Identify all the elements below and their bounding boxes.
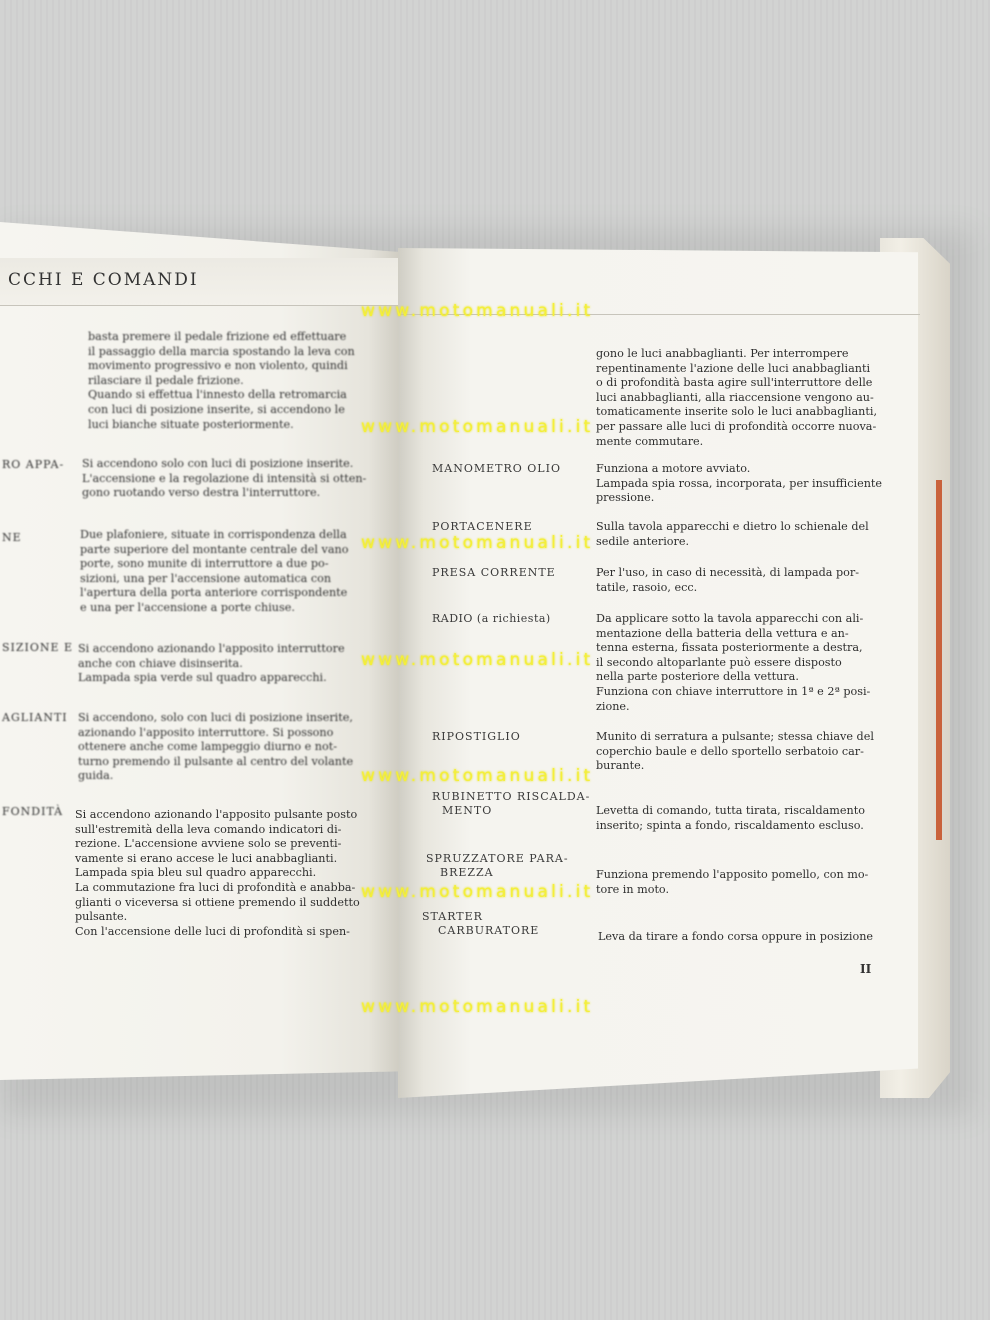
label-line: STARTER bbox=[422, 910, 483, 923]
text-line: glianti o viceversa si ottiene premendo il suddetto bbox=[75, 895, 360, 909]
entry-label-ripostiglio: RIPOSTIGLIO bbox=[432, 730, 521, 743]
text-line: movimento progressivo e non violento, quindi bbox=[88, 359, 348, 373]
text-line: Lampada spia rossa, incorporata, per insufficiente bbox=[596, 476, 883, 490]
text-line: luci bianche situate posteriormente. bbox=[88, 417, 294, 431]
entry-label-presa-corrente: PRESA CORRENTE bbox=[432, 566, 556, 579]
right-intro-paragraph bbox=[596, 347, 886, 449]
text-line: Da applicare sotto la tavola apparecchi con ali- bbox=[596, 612, 864, 625]
text-line: porte, sono munite di interruttore a due po- bbox=[80, 557, 329, 571]
text-line: turno premendo il pulsante al centro del volante bbox=[78, 754, 354, 768]
entry-label-spruzzatore-parabrezza bbox=[426, 852, 569, 880]
text-line: azionando l'apposito interruttore. Si possono bbox=[78, 725, 334, 739]
text-line: sizioni, una per l'accensione automatica con bbox=[80, 571, 332, 585]
left-label-2: NE bbox=[2, 531, 22, 544]
text-line: Funziona con chiave interruttore in 1ª e 2ª posi- bbox=[596, 684, 871, 698]
watermark-text: www.motomanuali.it bbox=[361, 650, 594, 670]
label-line: MENTO bbox=[442, 804, 493, 817]
text-line: ottenere anche come lampeggio diurno e not- bbox=[78, 740, 338, 754]
text-line: repentinamente l'azione delle luci anabbaglianti bbox=[596, 361, 871, 375]
entry-text-radio bbox=[596, 612, 886, 714]
left-paragraph-1 bbox=[88, 330, 388, 432]
text-line: Quando si effettua l'innesto della retromarcia bbox=[88, 388, 347, 402]
text-line: inserito; spinta a fondo, riscaldamento escluso. bbox=[596, 818, 864, 832]
entry-text-starter-carburatore bbox=[598, 930, 888, 945]
cover-edge bbox=[936, 480, 942, 840]
left-label-1: RO APPA- bbox=[2, 458, 65, 471]
entry-text-presa-corrente bbox=[596, 566, 886, 595]
text-line: e una per l'accensione a porte chiuse. bbox=[80, 600, 295, 614]
text-line: Sulla tavola apparecchi e dietro lo schienale del bbox=[596, 520, 869, 533]
text-line: o di profondità basta agire sull'interruttore delle bbox=[596, 376, 873, 390]
label-line: RUBINETTO RISCALDA- bbox=[432, 790, 591, 803]
text-line: Con l'accensione delle luci di profondità si spen- bbox=[75, 924, 350, 938]
text-line: zione. bbox=[596, 699, 630, 713]
text-line: Si accendono azionando l'apposito interruttore bbox=[78, 642, 345, 655]
watermark-text: www.motomanuali.it bbox=[361, 417, 594, 437]
watermark-text: www.motomanuali.it bbox=[361, 301, 594, 321]
left-paragraph-3 bbox=[80, 528, 390, 616]
text-line: tore in moto. bbox=[596, 882, 670, 896]
text-line: tenna esterna, fissata posteriormente a destra, bbox=[596, 641, 863, 655]
entry-label-portacenere: PORTACENERE bbox=[432, 520, 533, 533]
left-paragraph-5 bbox=[78, 711, 388, 784]
entry-text-portacenere bbox=[596, 520, 886, 549]
text-line: Leva da tirare a fondo corsa oppure in posizione bbox=[598, 930, 874, 943]
watermark-text: www.motomanuali.it bbox=[361, 997, 594, 1017]
text-line: Due plafoniere, situate in corrispondenza della bbox=[80, 528, 347, 541]
text-line: Lampada spia verde sul quadro apparecchi. bbox=[78, 671, 327, 685]
entry-text-spruzzatore-parabrezza bbox=[596, 868, 886, 897]
text-line: La commutazione fra luci di profondità e anabba- bbox=[75, 880, 356, 894]
text-line: gono ruotando verso destra l'interruttore. bbox=[82, 486, 321, 500]
text-line: burante. bbox=[596, 759, 645, 773]
text-line: Funziona premendo l'apposito pomello, con mo- bbox=[596, 868, 869, 881]
text-line: gono le luci anabbaglianti. Per interrompere bbox=[596, 347, 849, 360]
text-line: rilasciare il pedale frizione. bbox=[88, 373, 244, 387]
text-line: anche con chiave disinserita. bbox=[78, 656, 243, 670]
text-line: sedile anteriore. bbox=[596, 534, 690, 548]
text-line: Si accendono, solo con luci di posizione inserite, bbox=[78, 711, 353, 724]
text-line: parte superiore del montante centrale del vano bbox=[80, 542, 349, 556]
text-line: sull'estremità della leva comando indicatori di- bbox=[75, 822, 342, 836]
text-line: Levetta di comando, tutta tirata, riscaldamento bbox=[596, 804, 865, 817]
text-line: luci anabbaglianti, alla riaccensione vengono au- bbox=[596, 390, 874, 404]
entry-label-manometro-olio: MANOMETRO OLIO bbox=[432, 462, 561, 475]
header-rule bbox=[0, 305, 400, 306]
entry-label-rubinetto-riscaldamento bbox=[432, 790, 590, 818]
entry-label-radio: RADIO (a richiesta) bbox=[432, 612, 551, 625]
text-line: Munito di serratura a pulsante; stessa chiave del bbox=[596, 730, 874, 743]
left-paragraph-4 bbox=[78, 642, 388, 686]
left-paragraph-2 bbox=[82, 457, 387, 501]
text-line: mente commutare. bbox=[596, 434, 704, 448]
left-paragraph-6 bbox=[75, 808, 390, 939]
text-line: Si accendono azionando l'apposito pulsante posto bbox=[75, 808, 358, 821]
left-label-3: SIZIONE E bbox=[2, 641, 74, 654]
text-line: nella parte posteriore della vettura. bbox=[596, 670, 799, 684]
entry-label-starter-carburatore bbox=[422, 910, 539, 938]
text-line: Lampada spia bleu sul quadro apparecchi. bbox=[75, 866, 317, 880]
watermark-text: www.motomanuali.it bbox=[361, 533, 594, 553]
text-line: rezione. L'accensione avviene solo se preventi- bbox=[75, 837, 342, 851]
text-line: Funziona a motore avviato. bbox=[596, 462, 751, 475]
watermark-text: www.motomanuali.it bbox=[361, 882, 594, 902]
text-line: il passaggio della marcia spostando la leva con bbox=[88, 344, 355, 358]
text-line: mentazione della batteria della vettura e an- bbox=[596, 626, 849, 640]
left-label-4: AGLIANTI bbox=[2, 711, 68, 724]
label-line: BREZZA bbox=[440, 866, 494, 879]
text-line: pressione. bbox=[596, 491, 655, 505]
entry-text-ripostiglio bbox=[596, 730, 886, 774]
label-line: CARBURATORE bbox=[438, 924, 540, 937]
text-line: L'accensione e la regolazione di intensità si otten- bbox=[82, 471, 367, 485]
text-line: basta premere il pedale frizione ed effettuare bbox=[88, 330, 347, 343]
text-line: per passare alle luci di profondità occorre nuova- bbox=[596, 419, 877, 433]
text-line: pulsante. bbox=[75, 910, 128, 924]
text-line: Si accendono solo con luci di posizione inserite. bbox=[82, 457, 354, 470]
text-line: guida. bbox=[78, 769, 114, 783]
text-line: tomaticamente inserite solo le luci anabbaglianti, bbox=[596, 405, 878, 419]
watermark-text: www.motomanuali.it bbox=[361, 766, 594, 786]
entry-text-rubinetto-riscaldamento bbox=[596, 804, 886, 833]
text-line: l'apertura della porta anteriore corrispondente bbox=[80, 586, 348, 600]
text-line: il secondo altoparlante può essere disposto bbox=[596, 655, 842, 669]
label-line: SPRUZZATORE PARA- bbox=[426, 852, 569, 865]
text-line: con luci di posizione inserite, si accendono le bbox=[88, 402, 345, 416]
text-line: Per l'uso, in caso di necessità, di lampada por- bbox=[596, 566, 860, 579]
entry-text-manometro-olio bbox=[596, 462, 886, 506]
section-title: CCHI E COMANDI bbox=[8, 270, 199, 290]
left-label-5: FONDITÀ bbox=[2, 805, 64, 818]
text-line: coperchio baule e dello sportello serbatoio car- bbox=[596, 744, 864, 758]
page-number: II bbox=[860, 962, 872, 976]
text-line: vamente si erano accese le luci anabbaglianti. bbox=[75, 851, 338, 865]
text-line: tatile, rasoio, ecc. bbox=[596, 580, 698, 594]
